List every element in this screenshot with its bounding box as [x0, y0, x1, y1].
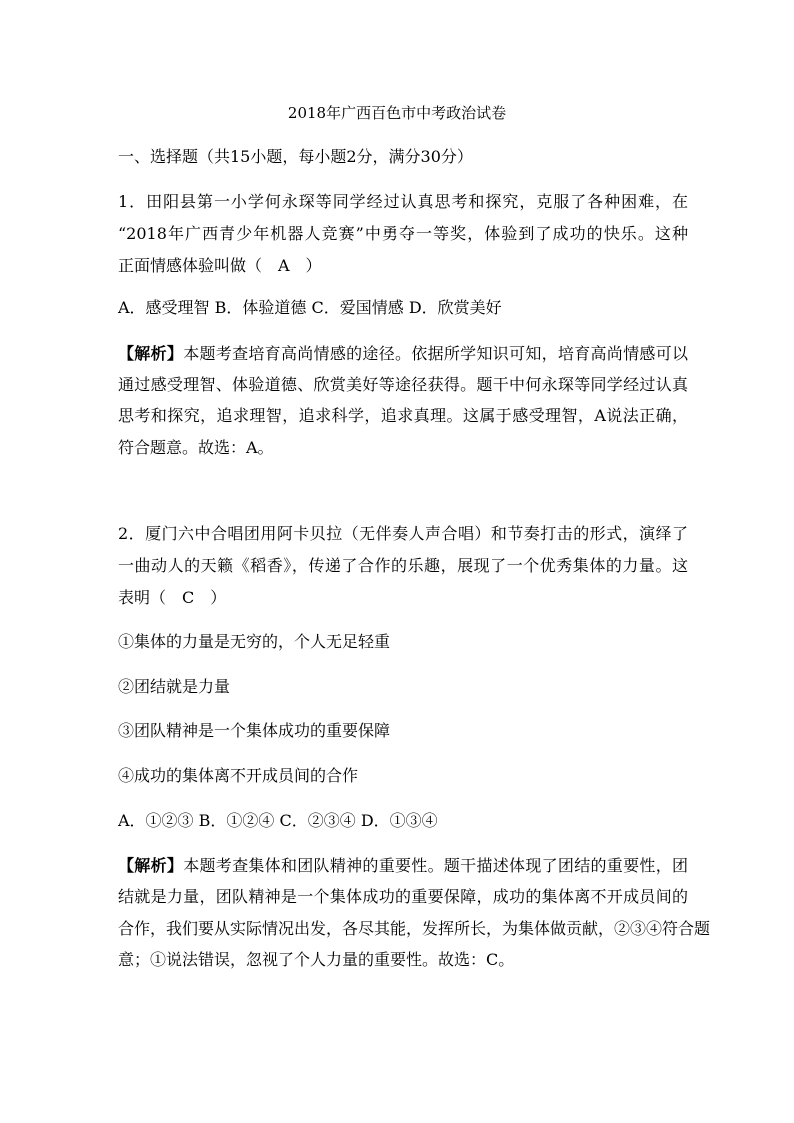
question-1-analysis-line-2: 通过感受理智、体验道德、欣赏美好等途径获得。题干中何永琛等同学经过认真 — [118, 375, 688, 394]
question-2-stem-line-3: 表明（ C ） — [118, 588, 227, 607]
question-1-analysis-line-1 — [118, 343, 688, 365]
question-1-analysis-text-1: 本题考查培育高尚情感的途径。依据所学知识可知，培育高尚情感可以 — [183, 344, 688, 363]
document-title: 2018年广西百色市中考政治试卷 — [287, 104, 507, 122]
question-2-analysis-line-4: 意；①说法错误，忽视了个人力量的重要性。故选：C。 — [118, 950, 515, 969]
question-2-stem-line-2: 一曲动人的天籁《稻香》，传递了合作的乐趣，展现了一个优秀集体的力量。这 — [118, 556, 688, 575]
question-2-statement-2: ②团结就是力量 — [118, 677, 231, 696]
question-1-stem-line-3: 正面情感体验叫做（ A ） — [118, 256, 322, 275]
question-1-stem-line-1: 1．田阳县第一小学何永琛等同学经过认真思考和探究，克服了各种困难，在 — [118, 192, 688, 211]
question-2-analysis-line-1 — [118, 855, 688, 877]
question-2-statement-1: ①集体的力量是无穷的，个人无足轻重 — [118, 632, 391, 651]
question-2-statement-3: ③团队精神是一个集体成功的重要保障 — [118, 721, 391, 740]
question-2-analysis-text-1: 本题考查集体和团队精神的重要性。题干描述体现了团结的重要性，团 — [183, 856, 688, 875]
question-2-analysis-label: 【解析】 — [118, 856, 184, 875]
question-2-analysis-line-2: 结就是力量，团队精神是一个集体成功的重要保障，成功的集体离不开成员间的 — [118, 887, 688, 906]
question-1-analysis-line-3: 思考和探究，追求理智，追求科学，追求真理。这属于感受理智，A说法正确， — [118, 406, 688, 425]
question-2-statement-4: ④成功的集体离不开成员间的合作 — [118, 766, 359, 785]
question-2-stem-line-1: 2．厦门六中合唱团用阿卡贝拉（无伴奏人声合唱）和节奏打击的形式，演绎了 — [118, 524, 688, 543]
question-1-options: A．感受理智 B．体验道德 C．爱国情感 D．欣赏美好 — [118, 298, 502, 317]
question-1-analysis-label: 【解析】 — [118, 344, 184, 363]
question-1-analysis-line-4: 符合题意。故选：A。 — [118, 438, 274, 457]
question-2-analysis-line-3: 合作，我们要从实际情况出发，各尽其能，发挥所长，为集体做贡献，②③④符合题 — [118, 919, 711, 938]
question-1-stem-line-2: “2018年广西青少年机器人竞赛”中勇夺一等奖，体验到了成功的快乐。这种 — [118, 224, 688, 243]
question-2-options: A．①②③ B．①②④ C．②③④ D．①③④ — [118, 811, 438, 830]
section-heading: 一、选择题（共15小题，每小题2分，满分30分） — [118, 147, 473, 166]
